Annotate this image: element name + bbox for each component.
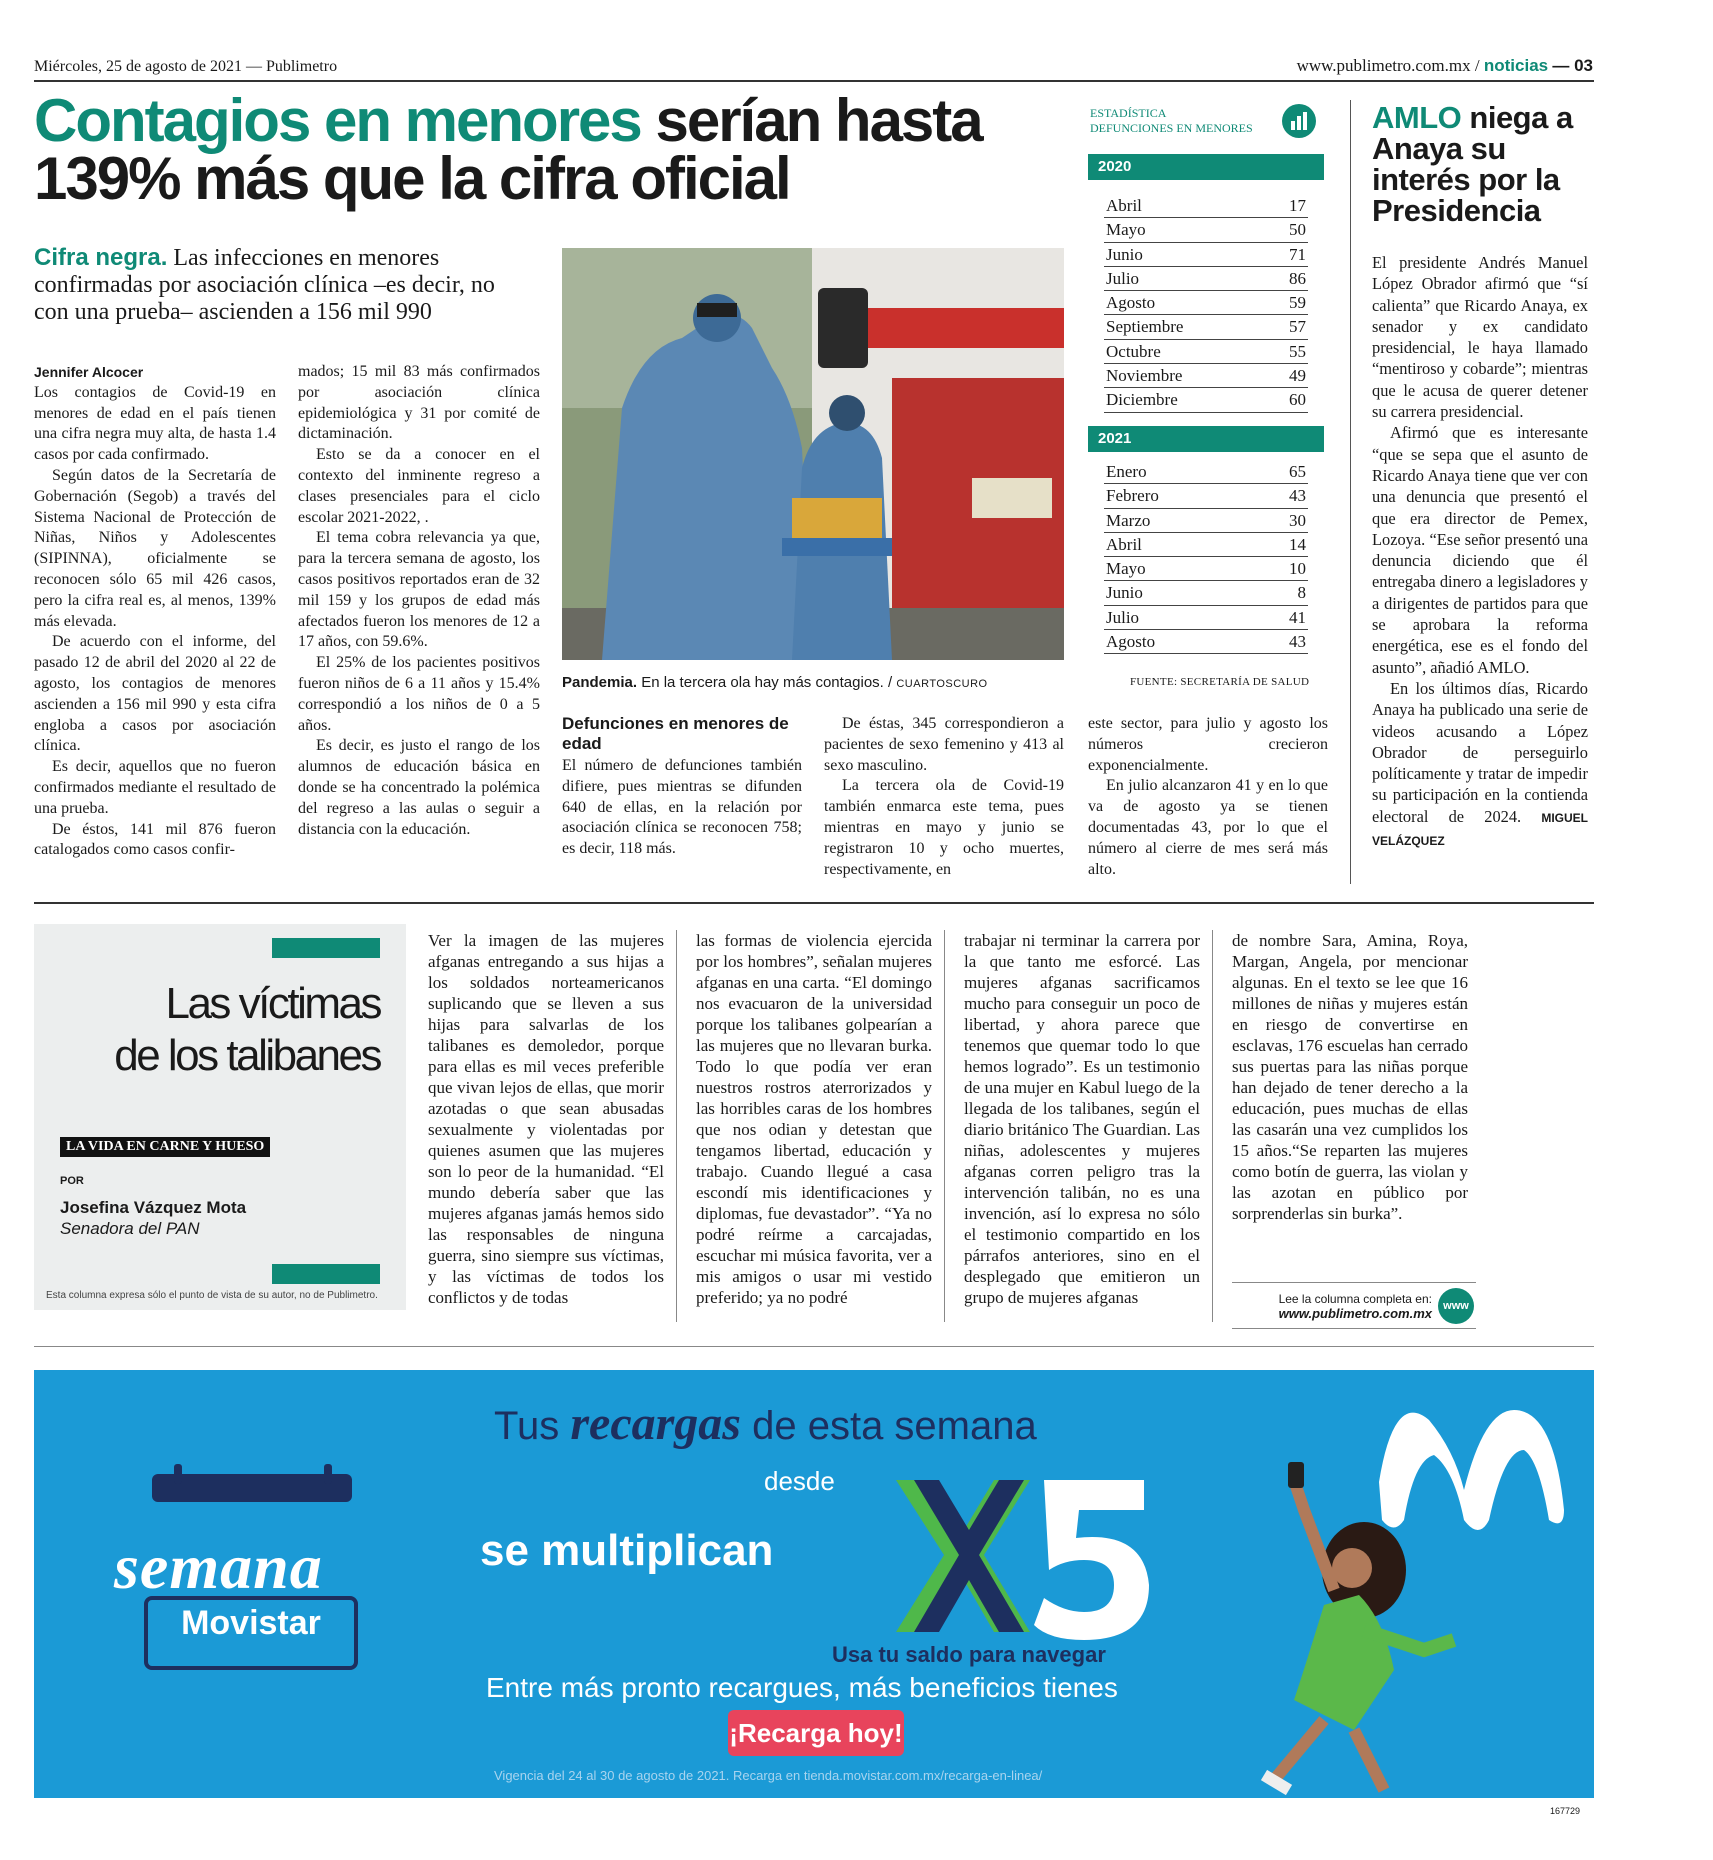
stats-year-2020: 2020 (1088, 154, 1324, 180)
main-headline (34, 87, 1074, 212)
article-paragraph: De éstos, 141 mil 876 fueron catalogados como casos confir- (34, 820, 276, 859)
opinion-column-2: las formas de violencia ejercida por los hombres”, señalan mujeres afganas en una carta. “El domingo nos evacuaron de la universidad porque los talibanes golpearían a las mujeres que no llevaran burka. Todo lo que podía ver eran nuestros rostros aterrorizados y las horribles caras de los hombres que nos odian y detestan que tengamos libertad, educación y trabajo. Cuando llegué a casa escondí mis identificaciones y diplomas, fue devastador”. “Ya no podré reírme a carcajadas, escuchar mi música favorita, ver a mis amigos o usar mi vestido preferido; ya no podré (696, 931, 932, 1307)
stats-value: 49 (1289, 366, 1306, 386)
stats-month: Septiembre (1106, 317, 1184, 337)
stats-value: 60 (1289, 390, 1306, 410)
lee-rule-top (1232, 1282, 1476, 1283)
ad-headline-line1: Tus recargas de esta semana (494, 1397, 1037, 1450)
stats-value: 71 (1289, 244, 1306, 264)
header-date-line: Miércoles, 25 de agosto de 2021 — Publimetro (34, 58, 338, 75)
article-byline: Jennifer Alcocer (34, 364, 144, 380)
lead-label: Cifra negra. (34, 244, 168, 271)
stats-value: 41 (1289, 607, 1306, 627)
opinion-disclaimer: Esta columna expresa sólo el punto de vista de su autor, no de Publimetro. (46, 1290, 378, 1301)
pandemic-photo (562, 248, 1064, 660)
section-rule (34, 902, 1594, 904)
stats-month: Noviembre (1106, 366, 1183, 386)
article-paragraph: El número de defunciones también difiere, pues mientras se difunden 640 de ellas, en la relación por asociación clínica se reconocen 758; es decir, 118 más. (562, 757, 802, 858)
stats-row (1104, 267, 1308, 291)
article-paragraph: La tercera ola de Covid-19 también enmarca este tema, pues mientras en mayo y junio se registraron 10 y ocho muertes, respectivamente, en (824, 777, 1064, 878)
stats-row (1104, 533, 1308, 557)
stats-value: 10 (1289, 559, 1306, 579)
ad-cta-button[interactable]: ¡Recarga hoy! (729, 1718, 903, 1748)
stats-row (1104, 630, 1308, 654)
article-column-2 (298, 362, 540, 840)
article-paragraph: Los contagios de Covid-19 en menores de edad en el país tienen una cifra negra muy alta, de hasta 1.4 casos por cada confirmado. (34, 383, 276, 464)
sidebar-paragraph: Afirmó que es interesante “que se sepa que el asunto de Ricardo Anaya tiene que ver con una denuncia que presentó el que era director de Pemex, Lozoya. “Ese señor presentó una denuncia diciendo que él entregaba dinero a legisladores y a dirigentes de partidos para que se aprobara la reforma energética, ese es el fondo del asunto”, añadió AMLO. (1372, 423, 1588, 677)
stats-month: Agosto (1106, 293, 1156, 313)
opinion-author: Josefina Vázquez Mota (60, 1198, 247, 1217)
read-more-label: Lee la columna completa en: (1278, 1292, 1432, 1306)
stats-value: 65 (1289, 462, 1306, 481)
photo-caption (562, 674, 1064, 691)
photo-credit: CUARTOSCURO (896, 678, 988, 690)
opinion-column-4: de nombre Sara, Amina, Roya, Margan, Angela, por mencionar algunas. En el texto se lee que 16 millones de niñas y mujeres están en riesgo de convertirse en esclavas, 176 escuelas han cerrado sus puertas para las niñas porque han dejado de tener derecho a la educación, pues muchas de ellas las casarán una vez cumplidos los 15 años.“Se reparten las mujeres como botín de guerra, las violan y las azotan en público por sorprenderlas sin burka”. (1232, 931, 1468, 1223)
bar-chart-icon (1282, 104, 1316, 138)
sidebar-divider (1350, 100, 1351, 884)
sidebar-headline-highlight: AMLO (1372, 100, 1462, 135)
stats-month: Abril (1106, 534, 1142, 554)
read-more-url[interactable]: www.publimetro.com.mx (1278, 1306, 1432, 1321)
stats-value: 55 (1289, 341, 1306, 361)
article-paragraph: Esto se da a conocer en el contexto del inminente regreso a clases presenciales para el ciclo escolar 2021-2022, . (298, 446, 540, 526)
caption-label: Pandemia. (562, 674, 638, 691)
www-icon: www (1438, 1288, 1474, 1324)
opinion-title (60, 978, 380, 1082)
sidebar-body (1372, 252, 1588, 852)
stats-value: 43 (1289, 632, 1306, 652)
article-column-3 (562, 756, 802, 860)
stats-month: Mayo (1106, 220, 1146, 240)
stats-row (1104, 243, 1308, 267)
column-divider (944, 930, 945, 1322)
ad-vigencia: Vigencia del 24 al 30 de agosto de 2021. Recarga en tienda.movistar.com.mx/recarga-en-linea/ (494, 1768, 1043, 1783)
stats-month: Julio (1106, 268, 1140, 288)
ad-desde: desde (764, 1466, 835, 1496)
opinion-column-3: trabajar ni terminar la carrera por la que tanto me esforcé. Las mujeres afganas sacrificamos mucho para conseguir un poco de libertad, y ahora parece que tenemos que quemar todo lo que hemos logrado”. Es un testimonio de una mujer en Kabul luego de la llegada de los talibanes, según el diario británico The Guardian. Las niñas, adolescentes y mujeres afganas corren peligro tras la intervención talibán, no es una invención, así lo expresa no sólo el testimonio compartido en los párrafos anteriores, sino en el desplegado que emitieron un grupo de mujeres afganas (964, 931, 1200, 1307)
read-more[interactable] (1240, 1292, 1432, 1321)
sidebar-paragraph: En los últimos días, Ricardo Anaya ha publicado una serie de videos acusando a López Obrador de perseguirlo políticamente y tratar de impedir su participación en la contienda electoral de 2024. MIGUEL VELÁZQUEZ (1372, 678, 1588, 849)
lead-text (34, 244, 534, 326)
stats-list-2020 (1104, 194, 1308, 413)
stats-value: 30 (1289, 510, 1306, 530)
sidebar-headline-rest: niega a Anaya su interés por la Presidencia (1372, 100, 1573, 228)
ad-rule (34, 1346, 1594, 1347)
article-paragraph: Es decir, aquellos que no fueron confirmados mediante el resultado de una prueba. (34, 758, 276, 817)
article-paragraph: Según datos de la Secretaría de Gobernación (Segob) a través del Sistema Nacional de Protección de Niñas, Niños y Adolescentes (SIPINNA), oficialmente se reconocen sólo 65 mil 426 casos, pero la cifra real es, al menos, 139% más elevada. (34, 466, 276, 630)
stats-row (1104, 509, 1308, 533)
stats-row (1104, 388, 1308, 412)
stats-row (1104, 194, 1308, 218)
article-paragraph: mados; 15 mil 83 más confirmados por asociación clínica epidemiológica y 31 por comité de dictaminación. (298, 363, 540, 443)
sidebar-byline: MIGUEL VELÁZQUEZ (1372, 810, 1588, 849)
stats-value: 57 (1289, 317, 1306, 337)
opinion-series-label: LA VIDA EN CARNE Y HUESO (60, 1137, 270, 1157)
ad-code: 167729 (1550, 1806, 1581, 1816)
lee-rule-bottom (1232, 1328, 1476, 1329)
header-page-number: — 03 (1552, 56, 1593, 75)
stats-row (1104, 484, 1308, 508)
caption-text: En la tercera ola hay más contagios. / (641, 674, 893, 691)
article-paragraph: este sector, para julio y agosto los números crecieron exponencialmente. (1088, 715, 1328, 774)
article-column-4 (824, 714, 1064, 880)
ad-multiplican: se multiplican (480, 1526, 774, 1575)
stats-row (1104, 364, 1308, 388)
stats-value: 17 (1289, 196, 1306, 215)
stats-row (1104, 315, 1308, 339)
article-paragraph: De éstas, 345 correspondieron a pacientes de sexo femenino y 413 al sexo masculino. (824, 715, 1064, 774)
ad-brand-name: Movistar (181, 1604, 321, 1642)
opinion-title-line2: de los talibanes (114, 1031, 380, 1080)
header-site-section (1297, 56, 1593, 76)
stats-month: Marzo (1106, 510, 1151, 530)
stats-title (1090, 106, 1253, 136)
stats-row (1104, 606, 1308, 630)
article-column-1 (34, 362, 276, 861)
stats-value: 8 (1297, 583, 1306, 603)
stats-value: 14 (1289, 534, 1306, 554)
stats-month: Diciembre (1106, 390, 1178, 410)
lead-body: Las infecciones en menores confirmadas por asociación clínica –es decir, no con una prueba– ascienden a 156 mil 990 (34, 245, 495, 325)
sidebar-paragraph: El presidente Andrés Manuel López Obrador afirmó que “sí calienta” que Ricardo Anaya, ex senador y ex candidato presidencial, le haya llamado “mentiroso y cobarde”; mientras que le acusa de querer detener su carrera presidencial. (1372, 253, 1588, 422)
opinion-por: POR (60, 1175, 84, 1187)
opinion-author-role: Senadora del PAN (60, 1219, 200, 1238)
opinion-column-1: Ver la imagen de las mujeres afganas entregando a sus hijas a los soldados norteamericanos suplicando que se lleven a sus hijas para salvarlas de los talibanes es demoledor, porque para ellas es mil veces preferible que vivan lejos de ellas, que morir azotadas o que sean abusadas sexualmente y violentadas por quienes asumen que las mujeres son lo peor de la humanidad. “El mundo debería saber que las mujeres afganas jamás hemos sido las responsables de ninguna guerra, sino siempre sus víctimas, y las víctimas de todos los conflictos y de todas (428, 931, 664, 1307)
article-paragraph: El tema cobra relevancia ya que, para la tercera semana de agosto, los casos positivos reportados eran de 32 mil 159 y los grupos de edad más afectados fueron los menores de 12 a 17 años, con 59.6%. (298, 529, 540, 651)
article-paragraph: En julio alcanzaron 41 y en lo que va de agosto ya se tienen documentadas 43, por lo que el número al cierre de mes será más alto. (1088, 777, 1328, 878)
stats-month: Junio (1106, 244, 1143, 264)
headline-highlight: Contagios en menores (34, 87, 641, 154)
opinion-accent-bottom (272, 1264, 380, 1284)
stats-month: Mayo (1106, 559, 1146, 579)
column-divider (676, 930, 677, 1322)
stats-row (1104, 557, 1308, 581)
movistar-ad[interactable] (34, 1370, 1594, 1798)
article-paragraph: Es decir, es justo el rango de los alumnos de educación básica en donde se ha concentrado la polémica del regreso a las aulas o seguir a distancia con la educación. (298, 737, 540, 838)
ad-brand-script: semana (114, 1531, 323, 1602)
article-paragraph: De acuerdo con el informe, del pasado 12 de abril del 2020 al 22 de agosto, los contagios de menores ascienden a 156 mil 990 y esta cifra engloba a casos por asociación clínica. (34, 633, 276, 755)
stats-value: 59 (1289, 293, 1306, 313)
opinion-title-line1: Las víctimas (165, 979, 380, 1028)
stats-month: Febrero (1106, 486, 1159, 506)
stats-value: 86 (1289, 268, 1306, 288)
opinion-accent-top (272, 938, 380, 958)
subhead: Defunciones en menores de edad (562, 714, 789, 753)
header-section: noticias (1483, 56, 1549, 75)
stats-source: FUENTE: SECRETARÍA DE SALUD (1130, 676, 1310, 688)
stats-month: Julio (1106, 607, 1140, 627)
stats-row (1104, 291, 1308, 315)
stats-row (1104, 581, 1308, 605)
stats-month: Abril (1106, 196, 1142, 215)
column-divider (1212, 930, 1213, 1322)
stats-year-2021: 2021 (1088, 426, 1324, 452)
stats-value: 43 (1289, 486, 1306, 506)
ad-usa-saldo: Usa tu saldo para navegar (832, 1642, 1106, 1667)
header-site[interactable]: www.publimetro.com.mx / (1296, 56, 1480, 75)
stats-row (1104, 340, 1308, 364)
article-paragraph: El 25% de los pacientes positivos fueron niños de 6 a 11 años y 15.4% correspondió a los niños de 0 a 5 años. (298, 654, 540, 734)
ad-entre: Entre más pronto recargues, más beneficios tienes (486, 1672, 1118, 1703)
header-rule (34, 80, 1594, 82)
stats-month: Octubre (1106, 341, 1161, 361)
sidebar-headline (1372, 102, 1602, 226)
article-column-5 (1088, 714, 1328, 880)
headline-rest: serían hasta 139% más que la cifra oficial (34, 87, 982, 212)
stats-title-line1: ESTADÍSTICA (1090, 106, 1167, 120)
stats-month: Agosto (1106, 632, 1156, 652)
stats-month: Junio (1106, 583, 1143, 603)
stats-row (1104, 218, 1308, 242)
stats-title-line2: DEFUNCIONES EN MENORES (1090, 121, 1253, 135)
stats-row (1104, 460, 1308, 484)
stats-value: 50 (1289, 220, 1306, 240)
stats-list-2021 (1104, 460, 1308, 654)
stats-month: Enero (1106, 462, 1147, 481)
